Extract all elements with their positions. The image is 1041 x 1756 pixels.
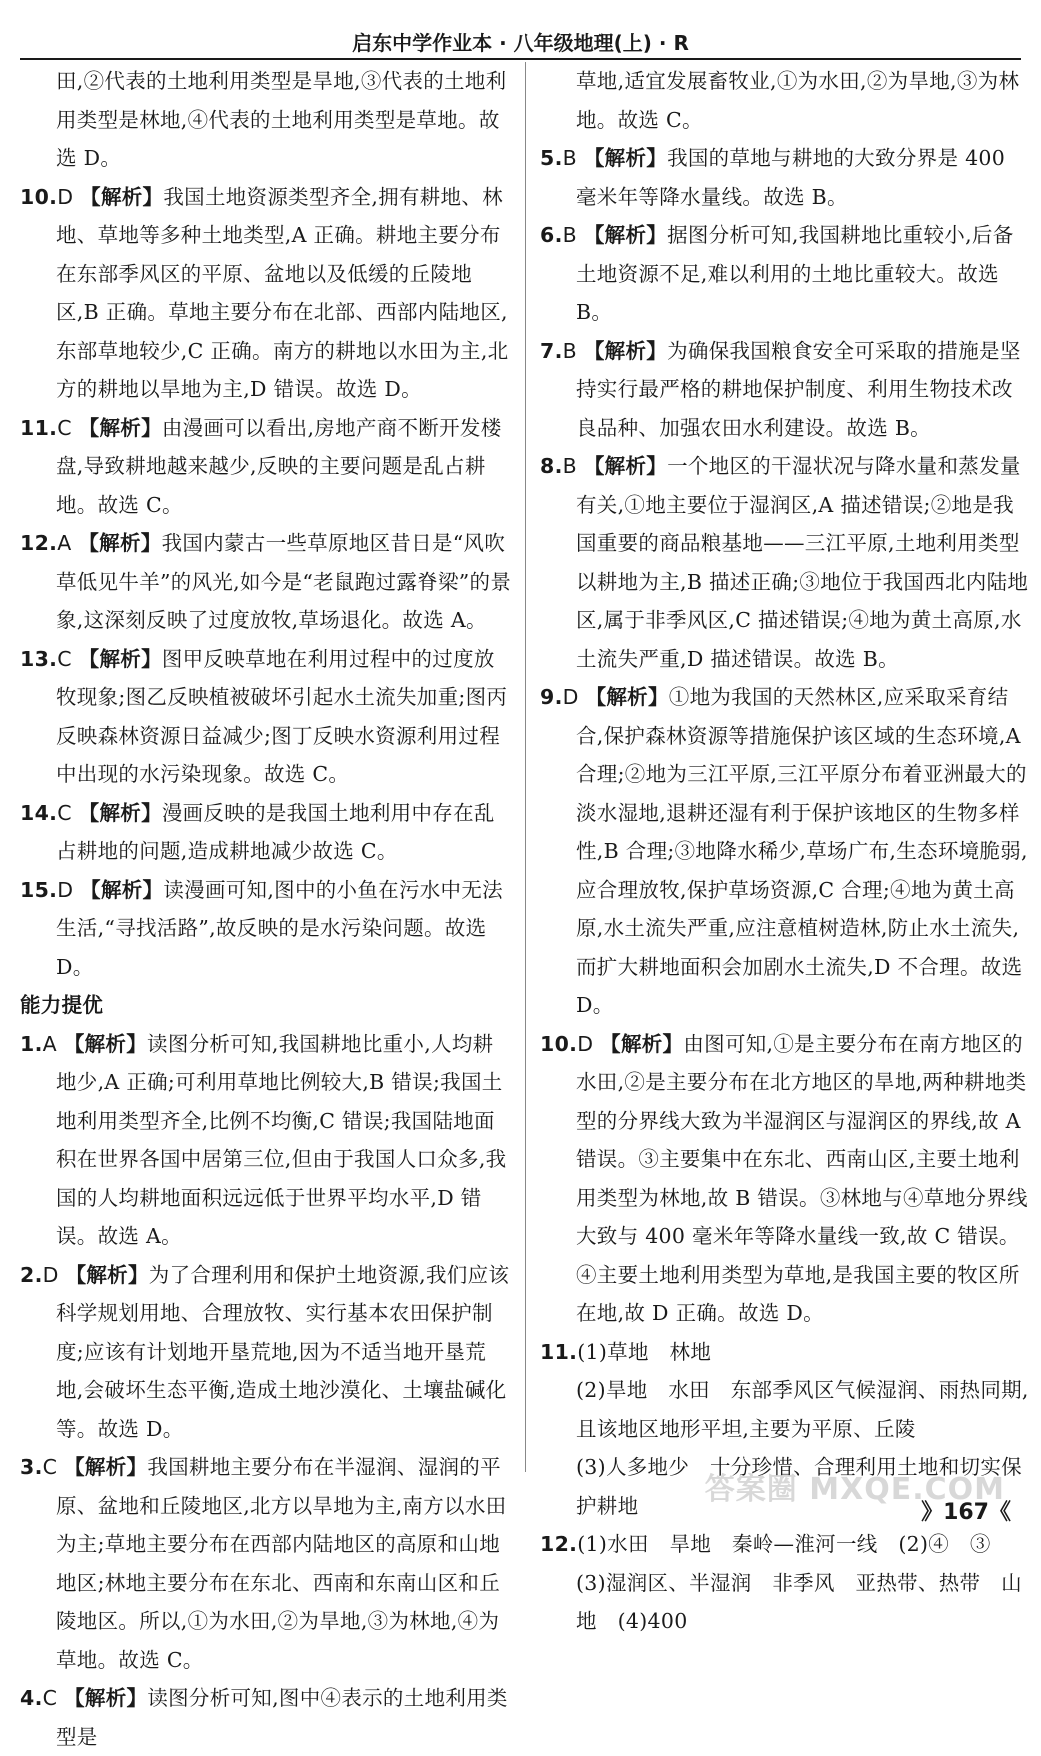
explanation-text: 我国内蒙古一些草原地区昔日是“风吹草低见牛羊”的风光,如今是“老鼠跑过露脊梁”的景象,这深刻反映了过度放牧,草场退化。故选 A。 (56, 531, 512, 632)
analysis-tag: 【解析】 (64, 1686, 148, 1710)
answer-letter: D (57, 184, 74, 209)
explanation-text: 据图分析可知,我国耕地比重较小,后备土地资源不足,难以利用的土地比重较大。故选 B。 (576, 223, 1014, 324)
analysis-tag: 【解析】 (78, 415, 162, 440)
question-number: 8. (540, 454, 563, 478)
analysis-tag: 【解析】 (583, 223, 668, 247)
analysis-tag: 【解析】 (78, 531, 162, 555)
question-number: 12. (20, 531, 58, 555)
analysis-tag: 【解析】 (600, 1031, 684, 1056)
answer-item (20, 1679, 512, 1756)
answer-letter: C (42, 1686, 58, 1710)
explanation-text: 读漫画可知,图中的小鱼在污水中无法生活,“寻找活路”,故反映的是水污染问题。故选 D。 (56, 877, 503, 979)
answer-item (540, 216, 1030, 332)
explanation-text: 为了合理利用和保护土地资源,我们应该科学规划用地、合理放牧、实行基本农田保护制度;应该有计划地开垦荒地,因为不适当地开垦荒地,会破坏生态平衡,造成土地沙漠化、土壤盐碱化等。故选 D。 (56, 1262, 510, 1441)
analysis-tag: 【解析】 (63, 1031, 148, 1056)
analysis-tag: 【解析】 (78, 800, 162, 825)
answer-item (540, 447, 1030, 678)
explanation-text: 漫画反映的是我国土地利用中存在乱占耕地的问题,造成耕地减少故选 C。 (56, 800, 495, 863)
question-number: 14. (20, 800, 58, 825)
question-number: 5. (540, 146, 563, 170)
column-divider (525, 62, 526, 1472)
question-number: 9. (540, 685, 563, 709)
explanation-text: 一个地区的干湿状况与降水量和蒸发量有关,①地主要位于湿润区,A 描述错误;②地是我国重要的商品粮基地——三江平原,土地利用类型以耕地为主,B 描述正确;③地位于我国西北内陆地区,属于非季风区,C 描述错误;④地为黄土高原,水土流失严重,D 描述错误。故选 B。 (576, 454, 1029, 671)
question-number: 10. (20, 184, 58, 209)
analysis-tag: 【解析】 (585, 685, 669, 709)
answer-item (20, 1256, 512, 1449)
explanation-text: 由漫画可以看出,房地产商不断开发楼盘,导致耕地越来越少,反映的主要问题是乱占耕地。故选 C。 (56, 415, 502, 517)
answer-continuation: (2)旱地 水田 东部季风区气候湿润、雨热同期,且该地区地形平坦,主要为平原、丘陵 (576, 1378, 1029, 1441)
answer-item (20, 1025, 512, 1256)
analysis-tag: 【解析】 (80, 184, 164, 209)
answer-letter: D (57, 877, 74, 902)
answer-letter: B (562, 223, 578, 247)
answer-letter: D (42, 1262, 59, 1287)
answer-letter: C (57, 646, 72, 671)
explanation-text: 由图可知,①是主要分布在南方地区的水田,②是主要分布在北方地区的旱地,两种耕地类型的分界线大致为半湿润区与湿润区的界线,故 A 错误。③主要集中在东北、西南山区,主要土地利用类型为林地,故 B 错误。③林地与④草地分界线大致与 400 毫米年等降水量线一致,故 C 错误。④主要土地利用类型为草地,是我国主要的牧区所在地,故 D 正确。故选 D。 (576, 1031, 1028, 1325)
answer-item (20, 409, 512, 525)
answer-letter: A (42, 1031, 57, 1056)
answer-letter: D (562, 685, 579, 709)
answer-item (20, 794, 512, 871)
explanation-text: 读图分析可知,我国耕地比重小,人均耕地少,A 正确;可利用草地比例较大,B 错误;我国土地利用类型齐全,比例不均衡,C 错误;我国陆地面积在世界各国中居第三位,但由于我国人口众多,我国的人均耕地面积远远低于世界平均水平,D 错误。故选 A。 (56, 1031, 507, 1248)
analysis-tag: 【解析】 (65, 1262, 149, 1287)
answer-item (540, 332, 1030, 448)
answer-item (540, 139, 1030, 216)
question-number: 12. (540, 1532, 578, 1556)
question-number: 4. (20, 1686, 43, 1710)
answer-item (20, 1448, 512, 1679)
analysis-tag: 【解析】 (583, 338, 668, 363)
question-number: 2. (20, 1262, 43, 1287)
analysis-tag: 【解析】 (64, 1455, 148, 1479)
section-heading: 能力提优 (20, 993, 104, 1017)
explanation-text: 我国耕地主要分布在半湿润、湿润的平原、盆地和丘陵地区,北方以旱地为主,南方以水田为主;草地主要分布在西部内陆地区的高原和山地地区;林地主要分布在东北、西南和东南山区和丘陵地区。所以,①为水田,②为旱地,③为林地,④为草地。故选 C。 (56, 1455, 507, 1672)
question-number: 11. (540, 1339, 578, 1364)
analysis-tag: 【解析】 (583, 146, 668, 170)
question-number: 15. (20, 877, 58, 902)
answer-letter: C (57, 800, 72, 825)
analysis-tag: 【解析】 (78, 646, 162, 671)
explanation-text: 我国的草地与耕地的大致分界是 400 毫米年等降水量线。故选 B。 (576, 146, 1006, 209)
answer-item (540, 678, 1030, 1025)
answer-letter: B (562, 454, 578, 478)
question-number: 11. (20, 415, 58, 440)
page-header: 启东中学作业本 · 八年级地理(上) · R (20, 30, 1021, 60)
answer-item (20, 640, 512, 794)
answer-letter: C (42, 1455, 58, 1479)
question-number: 6. (540, 223, 563, 247)
answer-item (540, 1333, 1030, 1372)
explanation-text: (1)草地 林地 (577, 1339, 712, 1364)
explanation-text: ①地为我国的天然林区,应采取采育结合,保护森林资源等措施保护该区域的生态环境,A 合理;②地为三江平原,三江平原分布着亚洲最大的淡水湿地,退耕还湿有利于保护该地区的生物多样性,B 合理;③地降水稀少,草场广布,生态环境脆弱,应合理放牧,保护草场资源,C 合理;④地为黄土高原,水土流失严重,应注意植树造林,防止水土流失,而扩大耕地面积会加剧水土流失,D 不合理。故选 D。 (576, 685, 1028, 1017)
answer-letter: D (577, 1031, 594, 1056)
answer-item (540, 1525, 1030, 1641)
answer-letter: B (562, 146, 578, 170)
explanation-text: 为确保我国粮食安全可采取的措施是坚持实行最严格的耕地保护制度、利用生物技术改良品种、加强农田水利建设。故选 B。 (576, 338, 1021, 440)
page-number: 》167《 (921, 1500, 1011, 1525)
answer-letter: B (562, 338, 578, 363)
question-number: 3. (20, 1455, 43, 1479)
explanation-text: 读图分析可知,图中④表示的土地利用类型是 (56, 1686, 508, 1749)
answer-continuation: (3)人多地少 十分珍惜、合理利用土地和切实保护耕地 (576, 1455, 1022, 1518)
left-column (20, 62, 512, 1756)
answer-letter: A (57, 531, 72, 555)
question-number: 13. (20, 646, 58, 671)
analysis-tag: 【解析】 (80, 877, 164, 902)
answer-item (20, 524, 512, 640)
watermark: 答案圈 MXQE.COM (704, 1472, 1005, 1507)
analysis-tag: 【解析】 (583, 454, 668, 478)
answer-item (20, 871, 512, 987)
answer-item (540, 1025, 1030, 1333)
answer-item (20, 178, 512, 409)
answer-continuation: 草地,适宜发展畜牧业,①为水田,②为旱地,③为林地。故选 C。 (576, 69, 1020, 132)
explanation-text: 我国土地资源类型齐全,拥有耕地、林地、草地等多种土地类型,A 正确。耕地主要分布在东部季风区的平原、盆地以及低缓的丘陵地区,B 正确。草地主要分布在北部、西部内陆地区,东部草地较少,C 正确。南方的耕地以水田为主,北方的耕地以旱地为主,D 错误。故选 D。 (56, 184, 509, 401)
question-number: 7. (540, 338, 563, 363)
question-number: 10. (540, 1031, 578, 1056)
answer-letter: C (57, 415, 72, 440)
right-column (540, 62, 1030, 1641)
explanation-text: 图甲反映草地在利用过程中的过度放牧现象;图乙反映植被破坏引起水土流失加重;图丙反映森林资源日益减少;图丁反映水资源利用过程中出现的水污染现象。故选 C。 (56, 646, 508, 786)
answer-continuation: 田,②代表的土地利用类型是旱地,③代表的土地利用类型是林地,④代表的土地利用类型是草地。故选 D。 (56, 69, 507, 170)
question-number: 1. (20, 1031, 43, 1056)
explanation-text: (1)水田 旱地 秦岭—淮河一线 (2)④ ③ (3)湿润区、半湿润 非季风 亚热带、热带 山地 (4)400 (576, 1532, 1022, 1633)
